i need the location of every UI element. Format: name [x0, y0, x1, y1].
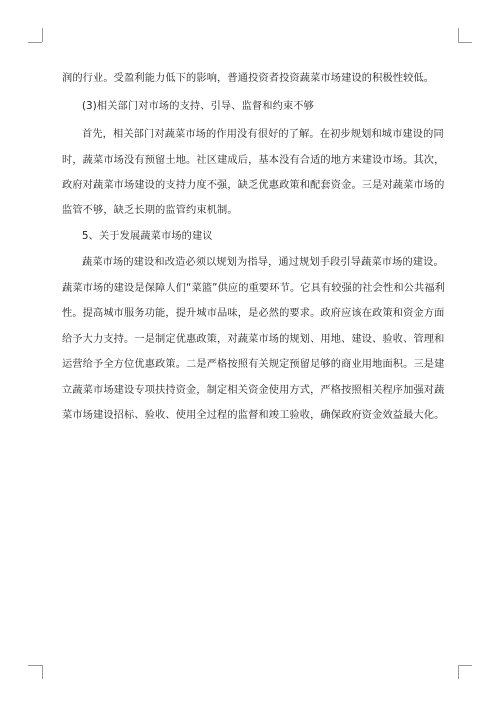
paragraph-line: 蔬菜市场的建设是保障人们“菜篮”供应的重要环节。它具有较强的社会性和公共福利 [62, 283, 446, 294]
crop-mark-top-right-h [458, 42, 472, 43]
crop-mark-bottom-left-v [42, 665, 43, 679]
paragraph-line: 时，蔬菜市场没有预留土地。社区建成后，基本没有合适的地方来建设市场。其次， [62, 155, 445, 166]
paragraph-line: 运营给予全方位优惠政策。二是严格按照有关规定预留足够的商业用地面积。三是建 [62, 359, 445, 370]
crop-mark-bottom-right-h [458, 665, 472, 666]
paragraph-line: 政府对蔬菜市场建设的支持力度不强，缺乏优惠政策和配套资金。三是对蔬菜市场的 [62, 180, 445, 191]
section-heading: 5、关于发展蔬菜市场的建议 [82, 231, 213, 242]
crop-mark-bottom-right-v [458, 665, 459, 679]
crop-mark-top-left-v [42, 28, 43, 42]
paragraph-line: 性。提高城市服务功能，提升城市品味，是必然的要求。政府应该在政策和资金方面 [62, 308, 445, 319]
paragraph-line: 蔬菜市场的建设和改造必须以规划为指导，通过规划手段引导蔬菜市场的建设。 [82, 257, 444, 268]
paragraph-line: 首先，相关部门对蔬菜市场的作用没有很好的了解。在初步规划和城市建设的同 [82, 129, 444, 140]
paragraph-line: 润的行业。受盈利能力低下的影响，普通投资者投资蔬菜市场建设的积极性较低。 [62, 73, 435, 84]
paragraph-line: 菜市场建设招标、验收、使用全过程的监督和竣工验收，确保政府资金效益最大化。 [62, 410, 445, 421]
section-heading: (3)相关部门对市场的支持、引导、监督和约束不够 [82, 101, 314, 112]
crop-mark-top-left-h [28, 42, 42, 43]
crop-mark-bottom-left-h [28, 665, 42, 666]
crop-mark-top-right-v [458, 28, 459, 42]
paragraph-line: 立蔬菜市场建设专项扶持资金，制定相关资金使用方式，严格按照相关程序加强对蔬 [62, 385, 445, 396]
paragraph-line: 监管不够，缺乏长期的监管约束机制。 [62, 205, 238, 216]
paragraph-line: 给予大力支持。一是制定优惠政策，对蔬菜市场的规划、用地、建设、验收、管理和 [62, 334, 445, 345]
